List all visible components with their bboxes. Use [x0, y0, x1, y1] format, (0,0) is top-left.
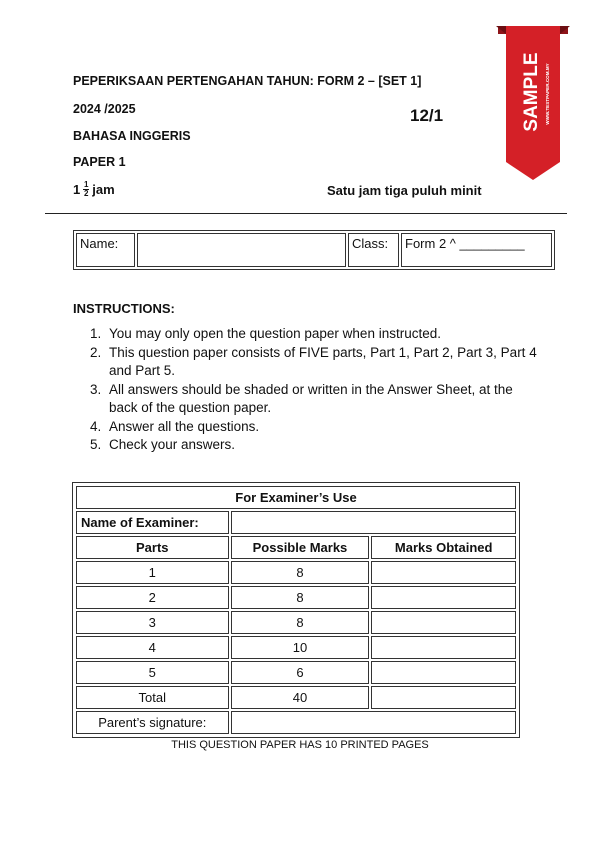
- table-row: [76, 636, 516, 659]
- exam-year: 2024 /2025: [73, 102, 136, 116]
- instructions-heading: INSTRUCTIONS:: [73, 301, 175, 316]
- possible-marks-cell: 6: [231, 661, 370, 684]
- header-divider: [45, 213, 567, 214]
- total-row: [76, 686, 516, 709]
- table-row: [76, 586, 516, 609]
- name-field[interactable]: [137, 233, 346, 267]
- list-item: 3. All answers should be shaded or written in the Answer Sheet, at the back of the question paper.: [90, 381, 513, 415]
- header-marks-obtained: Marks Obtained: [371, 536, 516, 559]
- instructions-list: [90, 325, 540, 455]
- examiner-name-label: Name of Examiner:: [76, 511, 229, 534]
- duration-fraction: [83, 181, 89, 198]
- class-label: Class:: [348, 233, 399, 267]
- examiner-table-title: For Examiner’s Use: [76, 486, 516, 509]
- exam-title: PEPERIKSAAN PERTENGAHAN TAHUN: FORM 2 – [SET 1]: [73, 74, 422, 88]
- parent-signature-field[interactable]: [231, 711, 516, 734]
- possible-marks-cell: 8: [231, 611, 370, 634]
- marks-obtained-cell[interactable]: [371, 586, 516, 609]
- examiner-name-field[interactable]: [231, 511, 516, 534]
- parent-signature-label: Parent’s signature:: [76, 711, 229, 734]
- page-count-note: THIS QUESTION PAPER HAS 10 PRINTED PAGES: [171, 739, 429, 751]
- duration-words: Satu jam tiga puluh minit: [327, 183, 482, 198]
- possible-marks-cell: 8: [231, 586, 370, 609]
- marks-obtained-cell[interactable]: [371, 661, 516, 684]
- table-row: [76, 611, 516, 634]
- subject-name: BAHASA INGGERIS: [73, 129, 191, 143]
- duration-whole: 1: [73, 182, 81, 197]
- part-cell: 5: [76, 661, 229, 684]
- list-item: 4. Answer all the questions.: [90, 418, 260, 434]
- part-cell: 1: [76, 561, 229, 584]
- total-value: 40: [231, 686, 370, 709]
- ribbon-site: WWW.TESTPAPER.COM.MY: [545, 63, 550, 125]
- duration: [73, 181, 115, 198]
- possible-marks-cell: 8: [231, 561, 370, 584]
- paper-code: 12/1: [410, 106, 444, 125]
- name-label: Name:: [76, 233, 135, 267]
- total-obtained-cell[interactable]: [371, 686, 516, 709]
- total-label: Total: [76, 686, 229, 709]
- duration-unit: jam: [92, 182, 115, 197]
- duration-denominator: 2: [84, 189, 89, 198]
- list-item: 5. Check your answers.: [90, 437, 236, 452]
- student-info-table: [73, 230, 555, 270]
- part-cell: 4: [76, 636, 229, 659]
- possible-marks-cell: 10: [231, 636, 370, 659]
- paper-number: PAPER 1: [73, 155, 126, 169]
- marks-obtained-cell[interactable]: [371, 611, 516, 634]
- list-item: 2. This question paper consists of FIVE parts, Part 1, Part 2, Part 3, Part 4 and Part 5.: [90, 344, 537, 378]
- table-row: [76, 661, 516, 684]
- part-cell: 2: [76, 586, 229, 609]
- part-cell: 3: [76, 611, 229, 634]
- marks-obtained-cell[interactable]: [371, 636, 516, 659]
- marks-obtained-cell[interactable]: [371, 561, 516, 584]
- class-field[interactable]: Form 2 ^ _________: [401, 233, 552, 267]
- examiner-table: [72, 482, 520, 738]
- table-row: [76, 561, 516, 584]
- header-possible-marks: Possible Marks: [231, 536, 370, 559]
- list-item: 1. You may only open the question paper when instructed.: [90, 326, 441, 341]
- ribbon-label: SAMPLE: [521, 52, 542, 132]
- header-parts: Parts: [76, 536, 229, 559]
- sample-ribbon: [492, 22, 574, 182]
- duration-numerator: 1: [84, 180, 89, 189]
